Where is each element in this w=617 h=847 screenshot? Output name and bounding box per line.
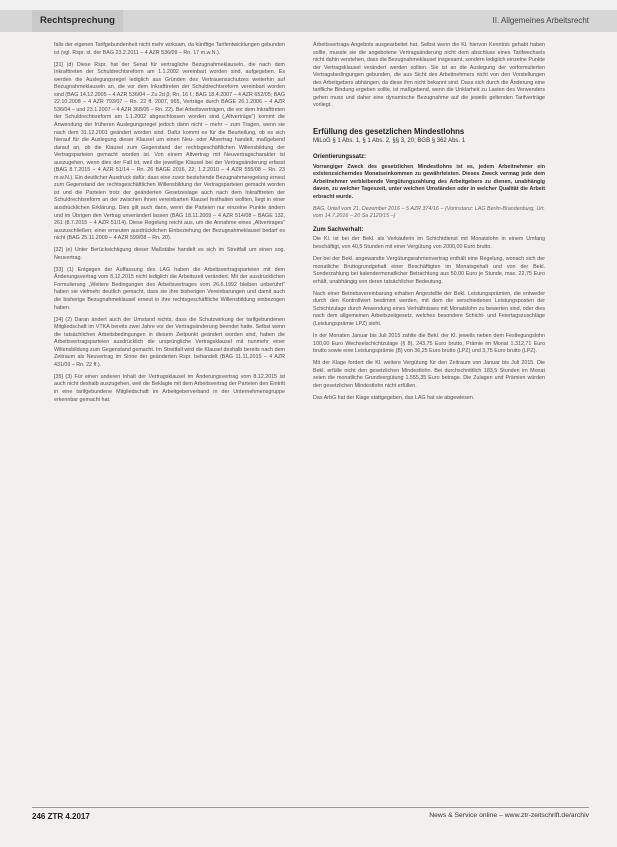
paragraph: [31] (d) Diese Rspr. hat der Senat für vertragliche Bezugnahmeklauseln, die nach dem Inkrafttreten der Schuldrechtsreform am 1.1.2002 vereinbart worden sind, aufgegeben. Es werden die Auslegungsregel lediglich aus Gründen des Vertrauensschutzes weiterhin auf Bezugnahmeklauseln an, die vor dem Inkrafttreten der Schuldrechtsreform vereinbart worden sind (BAG 14.12.2005 – 4 AZR 536/04 – Zu 2d β; Rn. 16 f.; BAG 18.4.2007 – 4 AZR 652/05; BAG 22.10.2008 – 4 AZR 793/07 – Rn. 22 ff. 2007, 965, Verträge durch BAGE 26.1.2006 – 4 AZR 536/04 – und 23.1.2007 – 4 AZR 368/05 – Rn. 22). Bei Arbeitsverträgen, die vor dem Inkrafttreten der Schuldrechtsreform am 1.1.2002 abgeschlossen worden sind („Altverträge“) kommt die Anwendung der früheren Auslegungsregel jedoch dann nicht – mehr – zum Tragen, wenn sie nach dem 31.12.2001 geändert worden sind. Dafür kommt es für die Beurteilung, ob es sich hierauf für die Auslegung dieser Klausel um einen Neu- oder Altvertrag handelt, maßgebend darauf an, ob die Klausel zum Gegenstand der rechtsgeschäftlichen Willensbildung der Vertragsparteien gemacht worden ist. Von einem Altvertrag mit Neuvertragscharakter ist auszugehen, wenn dies der Fall ist, weil die jeweilige Klausel bei der Vertragsänderung erfasst (BAG 8.7.2015 – 4 AZR 51/14 – Rn. 26 BAGE 2016, 22; 1.2.2010 – 4 AZR 555/08 – Rn. 23 m.w.N.). Ein deutlicher Ausdruck dafür, dass eine zuvor bestehende Bezugnahmeregelung erneut zum Gegenstand der rechtsgeschäftlichen Willensbildung der Vertragsparteien gemacht worden ist und die Parteien trotz der geänderten Gesetzeslage auch nach dem Inkrafttreten der Schuldrechtsreform an der zwischen ihnen vereinbarten Klausel festhalten wollten, liegt in einer ausdrücklichen Erklärung. Dies gilt auch dann, wenn die Parteien nur einzelne Punkte ändern und im Übrigen den Vertrag unverändert lassen (BAG 18.11.2009 – 4 AZR 514/08 – BAGE 132, 261 (8.7.2015 – 4 AZR 51/14). Diese Regelung reicht aus, um die Annahme eines „Altvertrages“ auszuschließen; einer erneuten ausdrücklichen Einbeziehung der Bezugnahmeklausel bedarf es nicht (BAG 25.11.2009 – 4 AZR 599/08 – Rn. 20).	[54, 61, 285, 242]
guideline-label: Orientierungssatz:	[313, 154, 367, 161]
paragraph: Der bei der Bekl. angewandte Vergütungsrahmenvertrag enthält eine Regelung, wonach sich der monatliche Bruttogrundgehalt einer Beschäftigten im Monatsgehalt und von der Bekl. Sonderzahlung bei kalendermonatlicher Betrachtung aus 50,00 Euro je Stunde, max. 22,75 Euro erhält, unabhängig von deren tatsächlicher Bedeutung.	[313, 256, 545, 285]
paragraph: In der Monaten Januar bis Juli 2015 zahlte die Bekl. der Kl. jeweils neben dem Festlegungslohn 100,00 Euro Wechselschichtzulage (§ 8), 243,75 Euro brutto, Prämie im Monat 1.312,71 Euro brutto sowie eine Leistungsprämie (B) von 36,25 Euro brutto (LPZ) und 3,75 Euro brutto (LPZ).	[313, 332, 545, 355]
footer-tagline: News & Service online – www.ztr-zeitschrift.de/archiv	[429, 812, 589, 819]
paragraph: [32] (e) Unter Berücksichtigung dieser Maßstäbe handelt es sich im Streitfall um einen sog. Neuvertrag.	[54, 247, 285, 261]
footer-page-info: 246 ZTR 4.2017	[32, 812, 90, 821]
left-column	[54, 42, 285, 409]
section-title: Erfüllung des gesetzlichen Mindestlohns	[313, 126, 465, 136]
paragraph: Nach einer Betriebsvereinbarung erhalten Angestellte der Bekl. Leistungsprämien, die entweder durch den Kontrollwert bestimmt werden, mit dem die verschiedenen Leistungsposten der Schichtzulage durch Anwendung eines Verhältnisses mit Monatslohn zu bewerten sind, oder dies nach dem allgemeinen Arbeitszeitgesetz, welches besondere Schicht- und Feiertagszuschläge (Leistungsprämie LPZ) sieht.	[313, 290, 545, 327]
paragraph: falls der eigenen Tarifgebundenheit nicht mehr wirksam, da künftige Tarifentwicklungen gebunden ist (vgl. Rspr. st. der BAG 23.2.2011 – 4 AZR 536/09 – Rn. 17 m.w.N.).	[54, 42, 285, 56]
section-norms: MiLoG § 1 Abs. 1, § 1 Abs. 2, §§ 3, 20; BGB § 362 Abs. 1	[313, 138, 466, 145]
paragraph: [34] (2) Daran ändert auch der Umstand nichts, dass die Schutzwirkung der tarifgebundenen Mitgliedschaft im VTKA bereits zwei Jahre vor der Vertragsänderung beendet hatte. Selbst wenn die tatsächlichen Arbeitsbedingungen in diesem Zeitpunkt geändert worden sind, haben die Arbeitsvertragsparteien ausdrücklich die ursprüngliche Vertragsklausel mit nunmehr einer Willensbildung zum Gegenstand gemacht. Im Streitfall wird die Klausel deshalb bereits nach dem Zeitraum als Neuvertrag im Sinne der geänderten Rspr. behandelt (BAG 11.11.2015 – 4 AZR 431/09 – Rn. 22 ff.).	[54, 316, 285, 368]
right-column	[313, 42, 545, 407]
paragraph: Das ArbG hat der Klage stattgegeben, das LAG hat sie abgewiesen.	[313, 394, 475, 401]
paragraph: Die Kl. ist bei der Bekl. als Verkäuferin im Schichtdienst mit Monatslohn in einem Umfang beschäftigt, von 40,5 Stunden mit einer Vergütung von 2000,00 Euro brutto.	[313, 236, 545, 250]
paragraph: Arbeitsvertrags-Angebots ausgearbeitet hat. Selbst wenn die Kl. hiervon Kenntnis gehabt haben sollte, musste sie die angebotene Vertragsänderung nicht dem abschluss eines Tarifwechsels nicht dahin verstehen, dass die Bezugnahmeklausel insgesamt, sondern lediglich einzelne Punkte der Vertragsklausel verändert werden sollten. Sie ist an die Auslegung der vorformulierten Vertragsbedingungen gebunden, die aus Sicht des Arbeitnehmers nicht von den Vorstellungen des Arbeitgebers abhängen, da diese ihm nicht bekannt sind. Dass sich durch die Änderung eine tarifliche Bindung ergeben sollte, ist maßgebend, wenn die Unklarheit zu Lasten des Verwenders gehen muss und daher eine dynamische Bezugnahme auf die jeweils geltenden Tarifverträge vorliegt.	[313, 42, 545, 109]
paragraph: [33] (1) Entgegen der Auffassung des LAG haben die Arbeitsvertragsparteien mit dem Änderungsvertrag vom 8.12.2015 nicht lediglich die Arbeitszeit verändert. Mit der ausdrücklichen Formulierung „Weitere Bedingungen des Arbeitsvertrages vom 26.6.1992 bleiben unberührt“ haben sie vielmehr deutlich gemacht, dass sie ihre bisherigen Vereinbarungen und damit auch die bisherige Bezugnahmeklausel erneut in ihre rechtsgeschäftliche Willensbildung einbezogen haben.	[54, 266, 285, 311]
footer-rule	[32, 807, 589, 808]
decision-citation: BAG, Urteil vom 21. Dezember 2016 – 5 AZR 374/16 – (Vorinstanz: LAG Berlin-Brandenburg, Urt. vom 14.7.2016 – 20 Sa 2120/15 –)	[313, 205, 545, 220]
facts-label: Zum Sachverhalt:	[313, 226, 364, 233]
guideline-text: Vorrangiger Zweck des gesetzlichen Mindestlohns ist es, jedem Arbeitnehmer ein existenzsicherndes Monatseinkommen zu gewährleisten. Dieses Zweck vermag jede dem Arbeitnehmer verbleibende Vergütungszahlung des Arbeitgebers zu dienen, unabhängig davon, zu welcher Tageszeit, unter welchen Umständen oder in welcher Qualität die Arbeit erbracht wurde.	[313, 163, 545, 200]
header-category: II. Allgemeines Arbeitsrecht	[492, 16, 589, 25]
header-section-label: Rechtsprechung	[32, 10, 123, 32]
paragraph: Mit der Klage fordert die Kl. weitere Vergütung für den Zeitraum von Januar bis Juli 2015. Die Bekl. erfülle nicht den gesetzlichen Mindestlohn. Bei durchschnittlich 183,5 Stunden im Monat seien die monatliche Grundvergütung 1.555,35 Euro betrage. Die Zulagen und Prämien würden den gesetzlichen Mindestlohn nicht erfüllen.	[313, 360, 545, 389]
paragraph: [35] (3) Für einen anderen Inhalt der Vertragsklausel im Änderungsvertrag vom 8.12.2015 ist auch nicht deshalb auszugehen, weil die Beklagte mit dem Arbeitsvertrag der Parteien den Eintritt in eine tarifgebundene Mitgliedschaft im Arbeitgeberverband in der Unternehmensgruppe erkennbar gemacht hat.	[54, 373, 285, 403]
